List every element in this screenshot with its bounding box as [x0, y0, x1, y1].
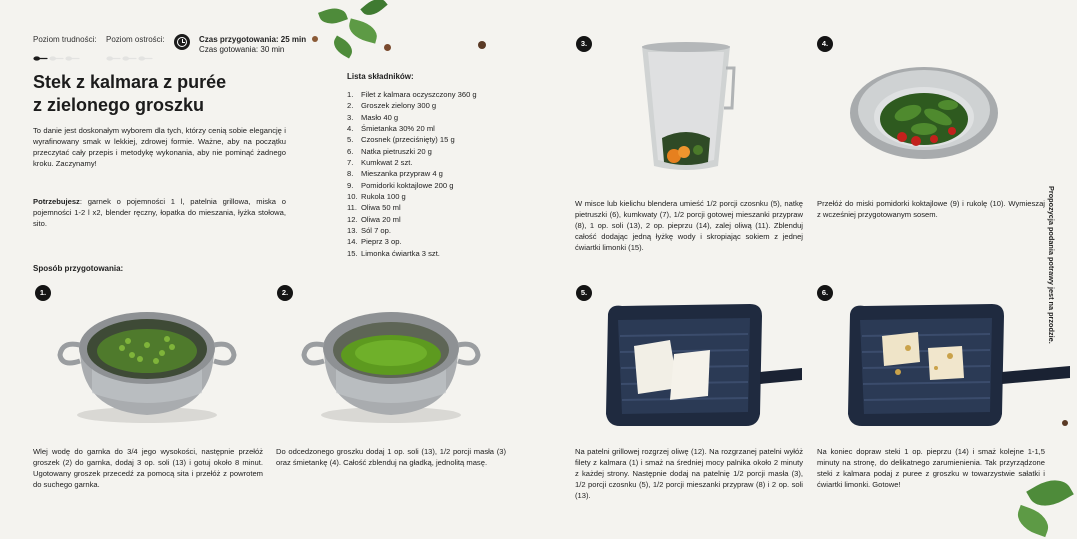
- recipe-intro: To danie jest doskonałym wyborem dla tych, którzy cenią sobie elegancję i wyrafinowany smak w lekkiej, zdrowej formie. Ważne, aby na początku przeczytać cały przepis i metodykę wykonania, aby nie pominąć żadnego kroku. Zaczynamy!: [33, 126, 286, 168]
- cook-time: Czas gotowania: 30 min: [199, 45, 285, 54]
- step-badge-1: 1.: [35, 285, 51, 301]
- step-badge-3: 3.: [576, 36, 592, 52]
- ingredient-text: Rukola 100 g: [361, 192, 406, 202]
- ingredient-item: [347, 191, 477, 202]
- equipment-text: : garnek o pojemności 1 l, patelnia grillowa, miska o pojemności 1-2 l x2, blender ręczny, łopatka do mieszania, łyżka stołowa, sito.: [33, 197, 286, 228]
- ingredient-number: 8.: [347, 169, 354, 179]
- step-3-text: W misce lub kielichu blendera umieść 1/2 porcji czosnku (5), natkę pietruszki (6), kumkwaty (7), 1/2 porcji gotowej mieszanki przypraw (8), 1 op. soli (13), 2 op. pieprzu (14), zalej oliwą (11). Zblenduj całość dodając jedną łyżkę wody i skropiając sokiem z jednej ćwiartki limonki (15).: [575, 199, 803, 252]
- ingredients-heading: Lista składników:: [347, 72, 414, 81]
- spiciness-spoon-icon: [106, 56, 121, 61]
- serving-side-note: Propozycja podania potrawy jest na przodzie.: [1047, 186, 1056, 344]
- ingredient-text: Pomidorki koktajlowe 200 g: [361, 180, 454, 190]
- difficulty-spoon-icon: [33, 56, 48, 61]
- ingredient-number: 15.: [347, 248, 358, 258]
- ingredient-item: [347, 236, 477, 247]
- ingredient-text: Oliwa 50 ml: [361, 203, 401, 213]
- step-badge-2: 2.: [277, 285, 293, 301]
- ingredient-item: [347, 225, 477, 236]
- clock-icon: [174, 34, 190, 50]
- recipe-title-line2: z zielonego groszku: [33, 95, 205, 115]
- step-2-text: Do odcedzonego groszku dodaj 1 op. soli (13), 1/2 porcji masła (3) oraz śmietankę (4). Całość zblenduj na gładką, jednolitą masę.: [276, 447, 506, 467]
- ingredient-number: 6.: [347, 146, 354, 156]
- ingredient-text: Filet z kalmara oczyszczony 360 g: [361, 90, 477, 99]
- ingredient-number: 2.: [347, 101, 354, 111]
- ingredient-item: [347, 248, 477, 259]
- ingredient-item: [347, 112, 477, 123]
- peppercorn: [478, 41, 486, 49]
- step-3-photo-blender-cup: [636, 38, 736, 176]
- step-6-photo-grill-pan-cooked: [832, 296, 1077, 432]
- step-6-text: Na koniec dopraw steki 1 op. pieprzu (14) i smaż kolejne 1-1,5 minuty na stronę, do delikatnego zarumienienia. Tak przyrządzone steki z kalmara podaj z puree z groszku w towarzystwie sałatki i ćwiartki limonki. Gotowe!: [817, 447, 1045, 489]
- difficulty-label: Poziom trudności:: [33, 35, 97, 44]
- step-4-photo-salad-bowl: [848, 55, 1000, 173]
- ingredient-number: 9.: [347, 180, 354, 190]
- difficulty-rating: [33, 48, 81, 66]
- ingredient-number: 7.: [347, 158, 354, 168]
- difficulty-spoon-icon: [65, 56, 80, 61]
- ingredient-item: [347, 134, 477, 145]
- spiciness-spoon-icon: [138, 56, 153, 61]
- step-1-text: Wlej wodę do garnka do 3/4 jego wysokości, następnie przełóż groszek (2) do garnka, dodaj 3 op. soli (13) i gotuj około 8 minut. Ugotowany groszek przecedź za pomocą sita i przełóż z powrotem do suchego garnka.: [33, 447, 263, 489]
- step-5-text: Na patelni grillowej rozgrzej oliwę (12). Na rozgrzanej patelni wyłóż filety z kalmara (1) i smaż na średniej mocy palnika około 2 minuty z każdej strony. Następnie dodaj na patelnię 1/2 porcji masła (3), 1/2 porcji czosnku (5), 1/2 porcji mieszanki przypraw (8) i 2 op. soli (13).: [575, 447, 803, 500]
- ingredient-number: 1.: [347, 90, 354, 99]
- ingredient-text: Limonka ćwiartka 3 szt.: [361, 248, 440, 258]
- equipment-paragraph: [33, 196, 286, 229]
- ingredient-item: [347, 214, 477, 225]
- ingredient-item: [347, 168, 477, 179]
- ingredient-item: [347, 89, 477, 100]
- ingredient-text: Pieprz 3 op.: [361, 237, 402, 247]
- ingredient-number: 12.: [347, 214, 358, 224]
- ingredients-list: [347, 89, 477, 259]
- ingredient-text: Kumkwat 2 szt.: [361, 158, 413, 168]
- ingredient-number: 13.: [347, 226, 358, 236]
- ingredient-item: [347, 157, 477, 168]
- ingredient-number: 5.: [347, 135, 354, 145]
- recipe-title: [33, 71, 226, 117]
- ingredient-text: Masło 40 g: [361, 112, 399, 122]
- spiciness-rating: [106, 48, 154, 66]
- difficulty-spoon-icon: [49, 56, 64, 61]
- spiciness-label: Poziom ostrości:: [106, 35, 165, 44]
- ingredient-text: Mieszanka przypraw 4 g: [361, 169, 443, 179]
- ingredient-text: Śmietanka 30% 20 ml: [361, 124, 435, 134]
- ingredient-item: [347, 100, 477, 111]
- spiciness-spoon-icon: [122, 56, 137, 61]
- ingredient-number: 3.: [347, 112, 354, 122]
- ingredient-item: [347, 180, 477, 191]
- ingredient-item: [347, 202, 477, 213]
- step-1-photo-pot-with-peas: [52, 293, 242, 425]
- ingredient-text: Natka pietruszki 20 g: [361, 146, 432, 156]
- ingredient-number: 11.: [347, 203, 357, 213]
- ingredient-number: 14.: [347, 237, 358, 247]
- ingredient-number: 10.: [347, 192, 358, 202]
- ingredient-text: Oliwa 20 ml: [361, 214, 401, 224]
- ingredient-item: [347, 123, 477, 134]
- step-4-text: Przełóż do miski pomidorki koktajlowe (9) i rukolę (10). Wymieszaj z wcześniej przygotowanym sosem.: [817, 199, 1045, 219]
- step-badge-4: 4.: [817, 36, 833, 52]
- equipment-label: Potrzebujesz: [33, 197, 80, 206]
- herb-decoration-top: [300, 0, 410, 70]
- ingredient-text: Sól 7 op.: [361, 226, 391, 236]
- step-2-photo-pea-puree: [296, 293, 486, 425]
- step-badge-5: 5.: [576, 285, 592, 301]
- ingredient-text: Groszek zielony 300 g: [361, 101, 437, 111]
- prep-time: Czas przygotowania: 25 min: [199, 35, 307, 44]
- recipe-title-line1: Stek z kalmara z purée: [33, 72, 227, 92]
- step-5-photo-grill-pan-raw: [590, 296, 805, 432]
- method-heading: Sposób przygotowania:: [33, 264, 124, 273]
- ingredient-text: Czosnek (przeciśnięty) 15 g: [361, 135, 455, 145]
- step-badge-6: 6.: [817, 285, 833, 301]
- ingredient-item: [347, 146, 477, 157]
- ingredient-number: 4.: [347, 124, 354, 134]
